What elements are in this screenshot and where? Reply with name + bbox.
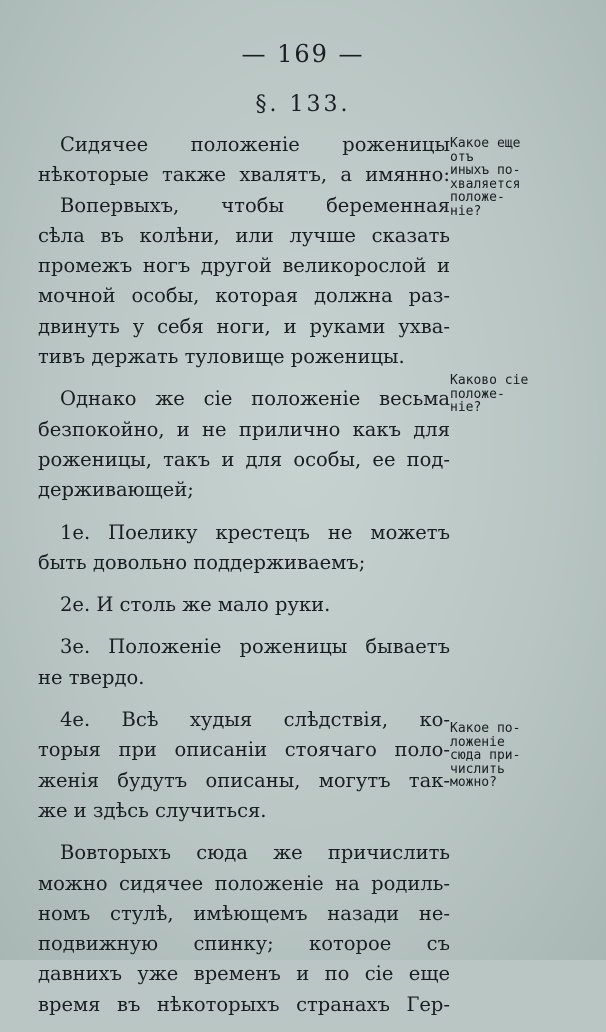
text-line: роженицы, такъ и для особы, ее под- [38, 447, 450, 471]
margin-note-line: можно? [450, 775, 497, 790]
text-line: быть довольно поддерживаемъ; [38, 550, 366, 574]
margin-note-line: сюда при- [450, 748, 521, 763]
text-line: торыя при описаніи стоячаго поло- [38, 738, 450, 762]
margin-note-line: положе- [450, 386, 505, 402]
text-line: же и здѣсь случиться. [38, 798, 267, 822]
section-heading: §. 133. [255, 92, 351, 117]
text-line: Вовторыхъ сюда же причислить [60, 841, 450, 865]
paragraph-5 [38, 632, 450, 693]
margin-note-line: положе- [450, 190, 505, 205]
margin-note-line: хваляется [450, 176, 521, 192]
text-line: 3е. Положеніе роженицы бываетъ [60, 635, 450, 659]
text-line: двинуть у себя ноги, и руками ухва- [38, 314, 450, 338]
margin-note-2 [450, 374, 600, 415]
margin-note-line: ніе? [450, 203, 482, 219]
main-text [38, 130, 450, 1032]
margin-note-line: Какое по- [450, 721, 521, 736]
margin-note-1 [450, 137, 600, 218]
text-line: мочной особы, которая должна раз- [38, 284, 450, 308]
text-line: безпокойно, и не прилично какъ для [38, 417, 450, 441]
text-line: подвижную спинку; которое съ [38, 932, 450, 956]
text-line: 1е. Поелику крестецъ не можетъ [60, 520, 450, 544]
text-line: женія будутъ описаны, могутъ так- [38, 768, 450, 792]
text-line: Вопервыхъ, чтобы беременная [60, 193, 450, 217]
margin-note-line: числить [450, 761, 505, 777]
margin-note-line: иныхъ по- [450, 163, 521, 178]
paragraph-4 [38, 590, 450, 620]
margin-note-line: Каково сіе [450, 373, 529, 388]
margin-note-3 [450, 722, 600, 790]
paragraph-2 [38, 384, 450, 505]
margin-note-line: ложеніе [450, 734, 505, 750]
text-line: не твердо. [38, 665, 145, 689]
paragraph-1 [38, 130, 450, 372]
page-number: — 169 — [241, 40, 365, 68]
text-line: нѣкоторые также хвалятъ, а имянно: [38, 163, 450, 187]
text-line: можно сидячее положеніе на родиль- [38, 871, 450, 895]
text-line: Однако же сіе положеніе весьма [60, 387, 450, 411]
margin-note-line: Какое еще [450, 136, 521, 151]
text-line: давнихъ уже временъ и по сіе еще [38, 962, 450, 986]
margin-note-line: отъ [450, 149, 474, 165]
paragraph-6 [38, 705, 450, 826]
text-line: 2е. И столь же мало руки. [60, 593, 331, 617]
margin-note-line: ніе? [450, 400, 482, 415]
text-line: тивъ держать туловище роженицы. [38, 345, 405, 369]
text-line: время въ нѣкоторыхъ странахъ Гер- [38, 992, 450, 1016]
text-line: сѣла въ колѣни, или лучше сказать [38, 223, 450, 247]
text-line: номъ стулѣ, имѣющемъ назади не- [38, 901, 450, 925]
text-line: 4е. Всѣ худыя слѣдствія, ко- [60, 708, 450, 732]
text-line: промежъ ногъ другой великорослой и [38, 254, 450, 278]
paragraph-3 [38, 518, 450, 579]
text-line: держивающей; [38, 478, 194, 502]
text-line: Сидячее положеніе роженицы [60, 133, 450, 156]
paragraph-7 [38, 838, 450, 1020]
